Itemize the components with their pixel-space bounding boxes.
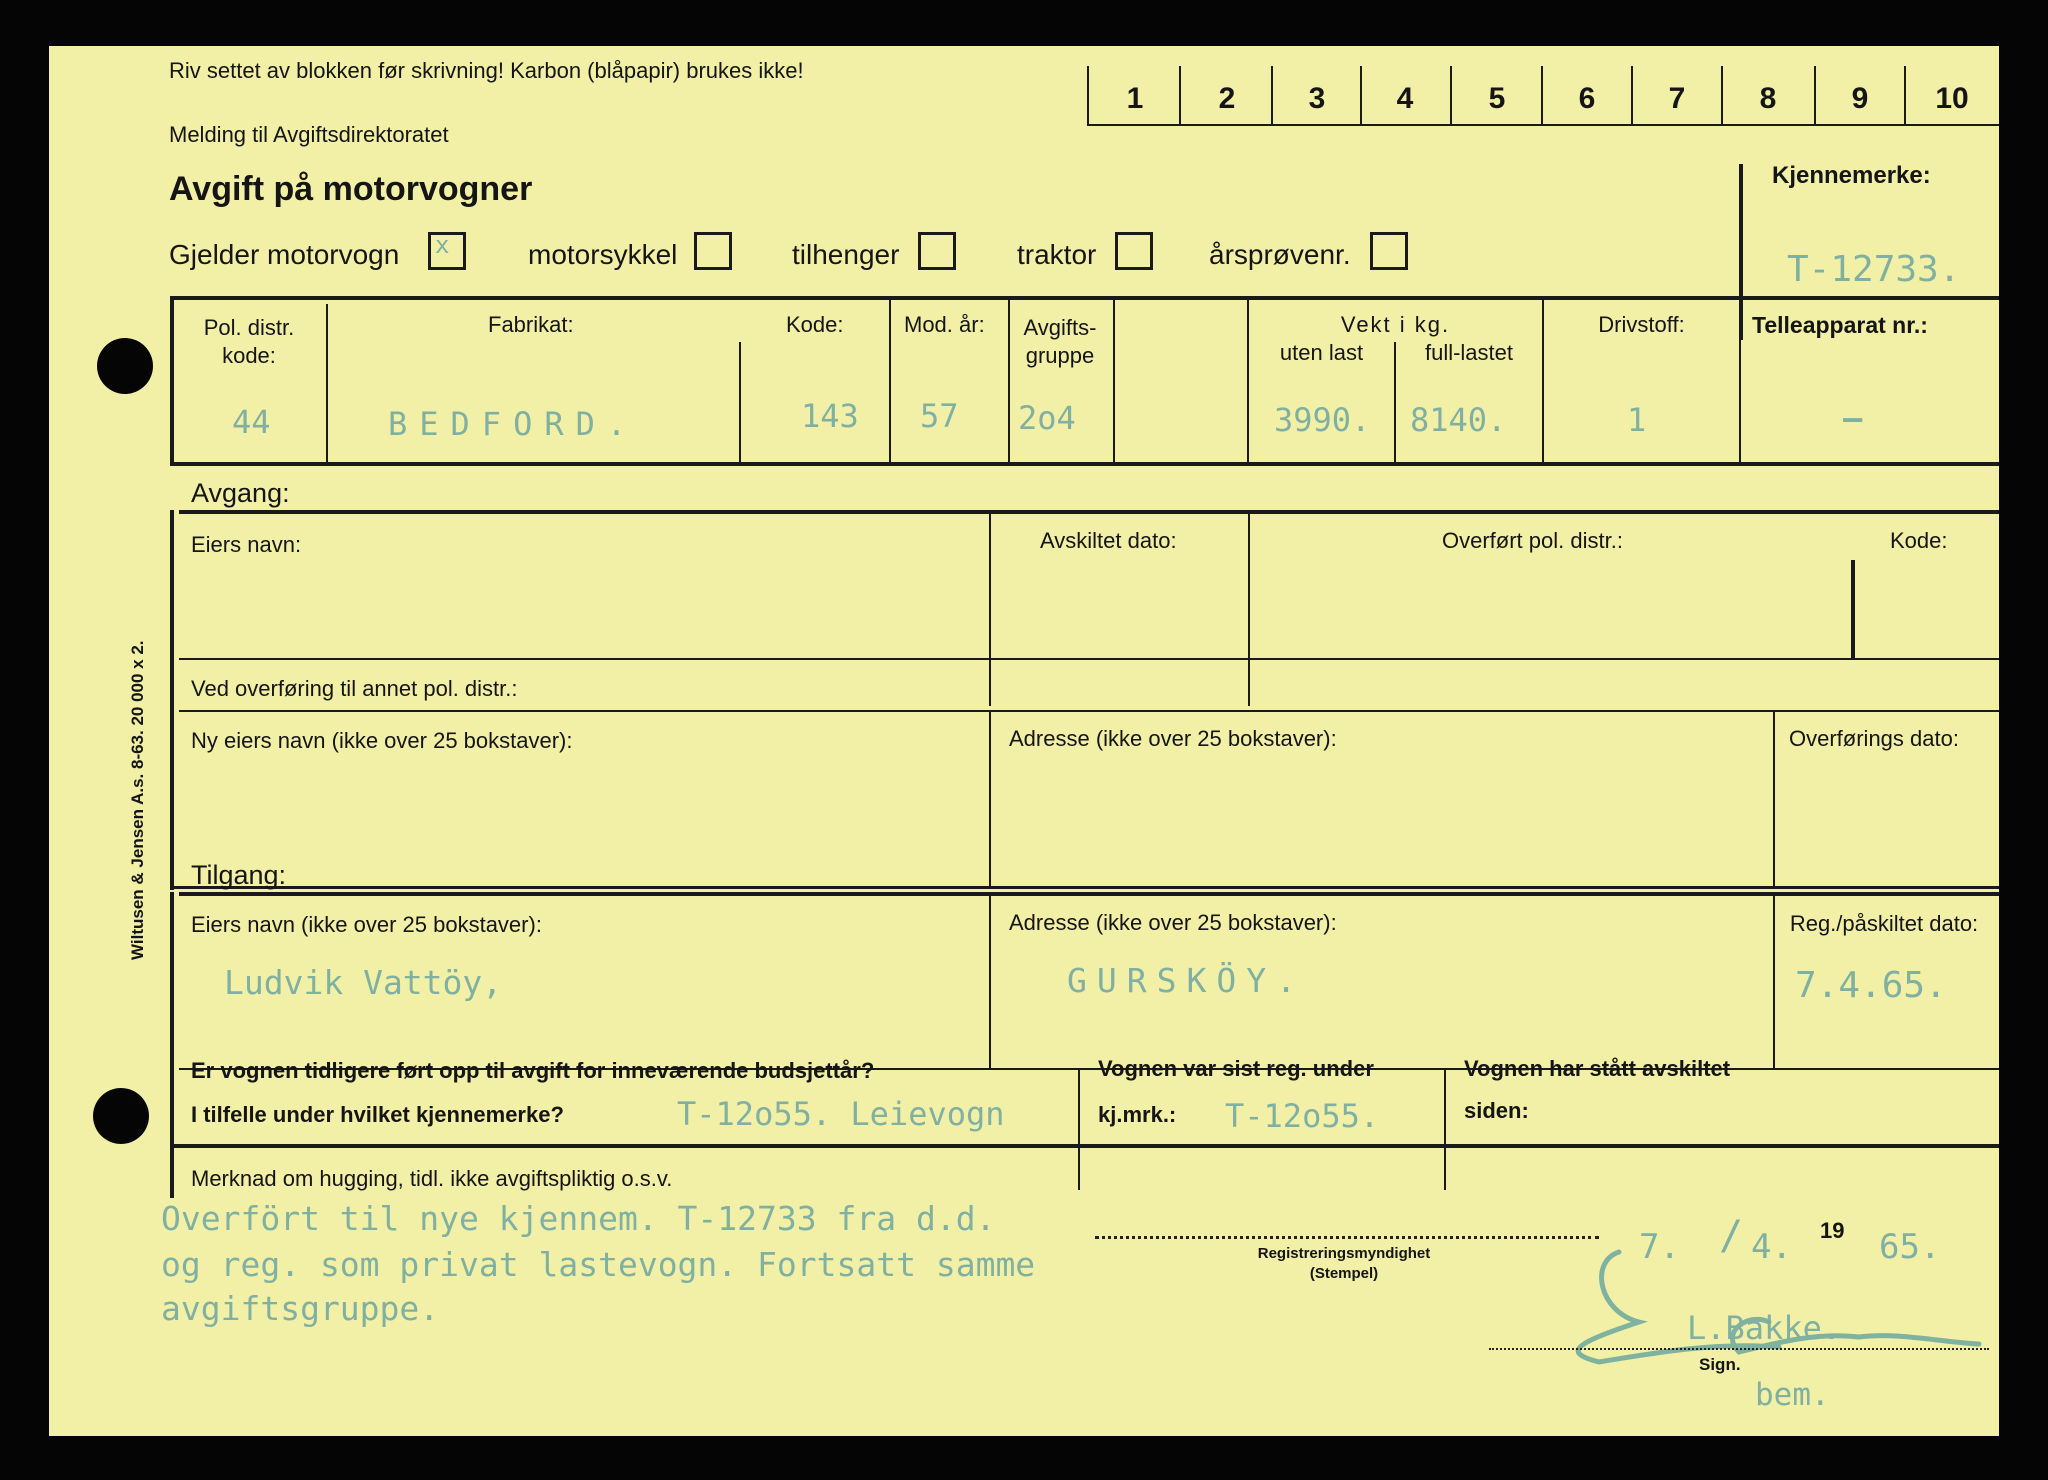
transfer-date-label: Overførings dato: [1789, 726, 1959, 751]
tilhenger-checkbox[interactable] [918, 232, 956, 270]
header-make: Fabrikat: [488, 312, 574, 337]
arrival-rule [179, 892, 1999, 896]
arsprovenr-label: årsprøvenr. [1209, 239, 1351, 270]
header-pol-distr: Pol. distr. kode: [203, 315, 295, 368]
deregistered-since-label-2: siden: [1464, 1098, 1529, 1123]
remarks-line-1: Overfört til nye kjennem. T-12733 fra d.d. [161, 1199, 996, 1238]
date-year: 65. [1879, 1227, 1941, 1267]
date-slash: / [1719, 1213, 1744, 1259]
column-divider [1078, 1070, 1080, 1190]
punch-hole [97, 338, 153, 394]
value-meter: — [1843, 399, 1863, 437]
signature-dotted-line [1489, 1348, 1989, 1350]
column-number: 3 [1308, 82, 1326, 115]
column-number: 1 [1126, 82, 1144, 115]
previous-bottom-rule [170, 1144, 1999, 1148]
motorvogn-check-mark: x [435, 231, 450, 259]
value-make: BEDFORD. [388, 405, 639, 443]
instructions-text: Riv settet av blokken før skrivning! Karbon (blåpapir) brukes ikke! [169, 58, 804, 83]
column-divider [1773, 896, 1775, 1070]
previous-question-1: Er vognen tidligere ført opp til avgift for inneværende budsjettår? [191, 1058, 875, 1083]
column-divider [1444, 1070, 1446, 1190]
header-fuel: Drivstoff: [1598, 312, 1685, 337]
column-number: 6 [1578, 82, 1596, 115]
table-bottom-rule [170, 462, 1999, 466]
value-code: 143 [801, 397, 859, 435]
column-divider [326, 304, 328, 464]
value-pol-distr: 44 [232, 403, 271, 441]
departure-bottom-rule [179, 658, 1999, 660]
transfer-address-label: Adresse (ikke over 25 bokstaver): [1009, 726, 1337, 751]
kjennemerke-value: T-12733. [1787, 249, 1961, 290]
arrival-reg-date-label: Reg./påskiltet dato: [1789, 911, 1979, 936]
arrival-owner-label: Eiers navn (ikke over 25 bokstaver): [191, 912, 542, 937]
bem-text: bem. [1755, 1377, 1830, 1413]
column-divider [989, 514, 991, 706]
section-left-edge [170, 892, 174, 1198]
column-divider [1739, 300, 1741, 464]
departure-pol-distr-label: Overført pol. distr.: [1442, 528, 1623, 553]
remarks-label: Merknad om hugging, tidl. ikke avgiftspliktig o.s.v. [191, 1166, 673, 1191]
printer-imprint: Wiltusen & Jensen A.s. 8-63. 20 000 x 2. [128, 640, 147, 960]
transfer-new-owner-label: Ny eiers navn (ikke over 25 bokstaver): [191, 728, 573, 753]
column-divider [889, 300, 891, 464]
motorsykkel-checkbox[interactable] [694, 232, 732, 270]
column-number: 4 [1396, 82, 1414, 115]
column-divider [1904, 66, 1906, 126]
column-divider [1087, 66, 1089, 126]
departure-label: Avgang: [191, 478, 290, 508]
form-title: Avgift på motorvogner [169, 170, 533, 208]
header-model-year: Mod. år: [904, 312, 985, 337]
last-reg-label-2: kj.mrk.: [1098, 1102, 1177, 1127]
column-number: 9 [1851, 82, 1869, 115]
header-meter: Telleapparat nr.: [1752, 312, 1928, 338]
applies-to-label: Gjelder motorvogn [169, 239, 400, 270]
arrival-reg-date-value: 7.4.65. [1795, 965, 1947, 1006]
authority-label-2: (Stempel) [1309, 1265, 1379, 1282]
traktor-label: traktor [1017, 239, 1097, 270]
column-number: 8 [1759, 82, 1777, 115]
column-divider [1179, 66, 1181, 126]
recipient-text: Melding til Avgiftsdirektoratet [169, 122, 449, 147]
arrival-section-label: Tilgang: [191, 860, 287, 890]
header-weight-full: full-lastet [1424, 340, 1514, 365]
departure-date-label: Avskiltet dato: [1040, 528, 1177, 553]
kjennemerke-label: Kjennemerke: [1772, 162, 1931, 189]
table-left-edge [170, 296, 174, 466]
header-tax-group: Avgifts- gruppe [1023, 315, 1097, 368]
column-divider [739, 342, 741, 464]
tilhenger-label: tilhenger [792, 239, 900, 270]
section-left-edge [170, 510, 174, 890]
arrival-address-label: Adresse (ikke over 25 bokstaver): [1009, 910, 1337, 935]
value-model-year: 57 [920, 397, 959, 435]
header-code: Kode: [786, 312, 844, 337]
arsprovenr-checkbox[interactable] [1370, 232, 1408, 270]
departure-rule [179, 510, 1999, 514]
previous-question-2: I tilfelle under hvilket kjennemerke? [191, 1102, 564, 1127]
column-divider [1773, 710, 1775, 888]
date-month: 4. [1751, 1227, 1792, 1267]
value-weight-full: 8140. [1410, 401, 1507, 439]
value-tax-group: 2o4 [1018, 399, 1076, 437]
column-divider [989, 896, 991, 1070]
previous-answer: T-12o55. Leievogn [677, 1095, 1005, 1133]
date-day: 7. [1639, 1227, 1680, 1267]
last-reg-value: T-12o55. [1225, 1097, 1380, 1135]
column-number: 10 [1935, 82, 1969, 115]
column-number: 2 [1218, 82, 1236, 115]
authority-label-1: Registreringsmyndighet [1257, 1245, 1431, 1262]
table-top-rule [170, 296, 1999, 300]
deregistered-since-label-1: Vognen har stått avskiltet [1464, 1056, 1731, 1081]
tax-form-card [49, 46, 1999, 1436]
transfer-rule [179, 710, 1999, 712]
transfer-label: Ved overføring til annet pol. distr.: [191, 676, 518, 701]
remarks-line-3: avgiftsgruppe. [161, 1289, 440, 1328]
sign-label: Sign. [1699, 1355, 1741, 1374]
traktor-checkbox[interactable] [1115, 232, 1153, 270]
transfer-bottom-rule [170, 886, 1999, 889]
motorsykkel-label: motorsykkel [528, 239, 678, 270]
column-divider [989, 710, 991, 888]
code-divider [1851, 560, 1855, 658]
motorvogn-checkbox[interactable] [428, 232, 466, 270]
value-weight-empty: 3990. [1274, 401, 1371, 439]
column-divider [1113, 300, 1115, 464]
column-number: 7 [1668, 82, 1686, 115]
punch-hole [93, 1088, 149, 1144]
remarks-line-2: og reg. som privat lastevogn. Fortsatt samme [161, 1245, 1036, 1284]
last-reg-label-1: Vognen var sist reg. under [1098, 1056, 1374, 1081]
arrival-address-value: GURSKÖY. [1067, 961, 1306, 1000]
column-number: 5 [1488, 82, 1506, 115]
departure-owner-label: Eiers navn: [191, 532, 302, 557]
value-fuel: 1 [1627, 401, 1647, 439]
header-weight: Vekt i kg. [1340, 312, 1451, 337]
date-century: 19 [1820, 1218, 1845, 1243]
signer-name: L.Bakke. [1687, 1309, 1842, 1347]
header-weight-empty: uten last [1279, 340, 1364, 365]
departure-code-label: Kode: [1890, 528, 1948, 553]
arrival-owner-value: Ludvik Vattöy, [224, 963, 503, 1002]
column-number-baseline [1087, 124, 1999, 126]
column-divider [1248, 514, 1250, 706]
